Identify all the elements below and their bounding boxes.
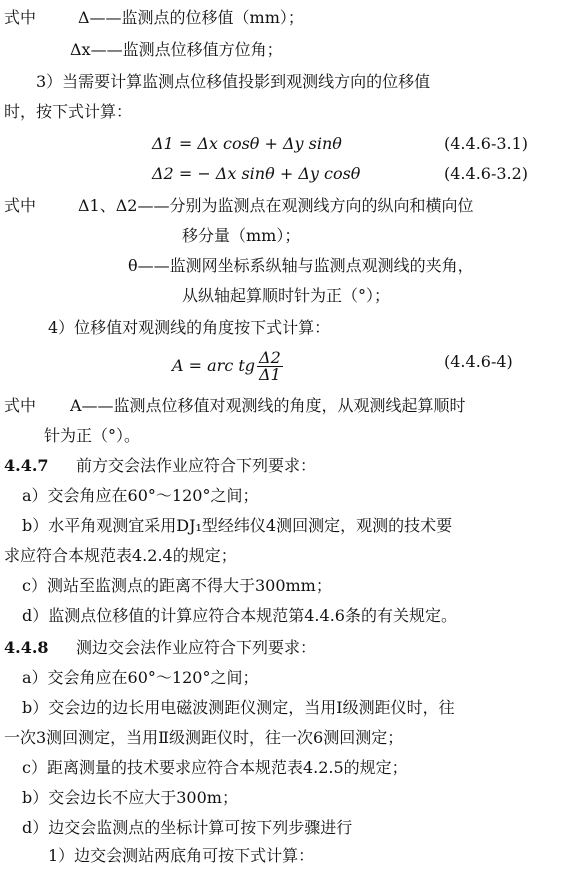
- def-theta: θ——监测网坐标系纵轴与监测点观测线的夹角，: [128, 256, 474, 275]
- where-label-2: 式中: [4, 196, 37, 215]
- def-delta-x: Δx——监测点位移值方位角；: [70, 40, 283, 59]
- section-448-b-cont: 一次3测回测定，当用Ⅱ级测距仪时，往一次6测回测定；: [4, 728, 404, 747]
- section-448-c: c）距离测量的技术要求应符合本规范表4.2.5的规定；: [22, 758, 408, 777]
- equation-2: Δ2 = − Δx sinθ + Δy cosθ: [152, 164, 361, 183]
- fraction-numerator: Δ2: [259, 348, 281, 367]
- section-447-a: a）交会角应在60°～120°之间；: [22, 486, 259, 505]
- item-4-text: 4）位移值对观测线的角度按下式计算：: [48, 318, 331, 337]
- def-A: A——监测点位移值对观测线的角度，从观测线起算顺时: [70, 396, 466, 415]
- section-447-number: 4.4.7: [4, 456, 49, 475]
- item-3-text: 3）当需要计算监测点位移值投影到观测线方向的位移值: [36, 72, 431, 91]
- step-1-text: 1）边交会测站两底角可按下式计算：: [48, 846, 315, 865]
- section-448-b2: b）交会边长不应大于300m；: [22, 788, 238, 807]
- section-448-title: 测边交会法作业应符合下列要求：: [76, 638, 317, 657]
- section-447-c: c）测站至监测点的距离不得大于300mm；: [22, 576, 332, 595]
- section-447-b-cont: 求应符合本规范表4.2.4的规定；: [4, 546, 237, 565]
- section-448-a: a）交会角应在60°～120°之间；: [22, 668, 259, 687]
- equation-3-number: (4.4.6-4): [444, 352, 513, 371]
- item-3-cont: 时，按下式计算：: [4, 102, 133, 121]
- section-447-d: d）监测点位移值的计算应符合本规范第4.4.6条的有关规定。: [22, 606, 457, 625]
- def-delta-1-2: Δ1、Δ2——分别为监测点在观测线方向的纵向和横向位: [78, 196, 474, 215]
- where-label-3: 式中: [4, 396, 37, 415]
- equation-1-number: (4.4.6-3.1): [444, 134, 529, 153]
- equation-3-left: A = arc tg: [172, 356, 256, 375]
- equation-1: Δ1 = Δx cosθ + Δy sinθ: [152, 134, 342, 153]
- where-label: 式中: [4, 8, 37, 27]
- equation-3-fraction: [257, 350, 283, 383]
- section-448-d: d）边交会监测点的坐标计算可按下列步骤进行: [22, 818, 353, 837]
- fraction-denominator: Δ1: [259, 365, 281, 384]
- section-447-b: b）水平角观测宜采用DJ₁型经纬仪4测回测定，观测的技术要: [22, 516, 453, 535]
- def-theta-cont: 从纵轴起算顺时针为正（°）；: [182, 286, 391, 305]
- def-delta-1-2-cont: 移分量（mm）；: [182, 226, 301, 245]
- section-448-number: 4.4.8: [4, 638, 49, 657]
- section-447-title: 前方交会法作业应符合下列要求：: [76, 456, 317, 475]
- def-delta: Δ——监测点的位移值（mm）；: [78, 8, 304, 27]
- equation-3: [172, 350, 283, 383]
- def-A-cont: 针为正（°）。: [44, 426, 141, 445]
- equation-2-number: (4.4.6-3.2): [444, 164, 529, 183]
- section-448-b: b）交会边的边长用电磁波测距仪测定，当用Ⅰ级测距仪时，往: [22, 698, 455, 717]
